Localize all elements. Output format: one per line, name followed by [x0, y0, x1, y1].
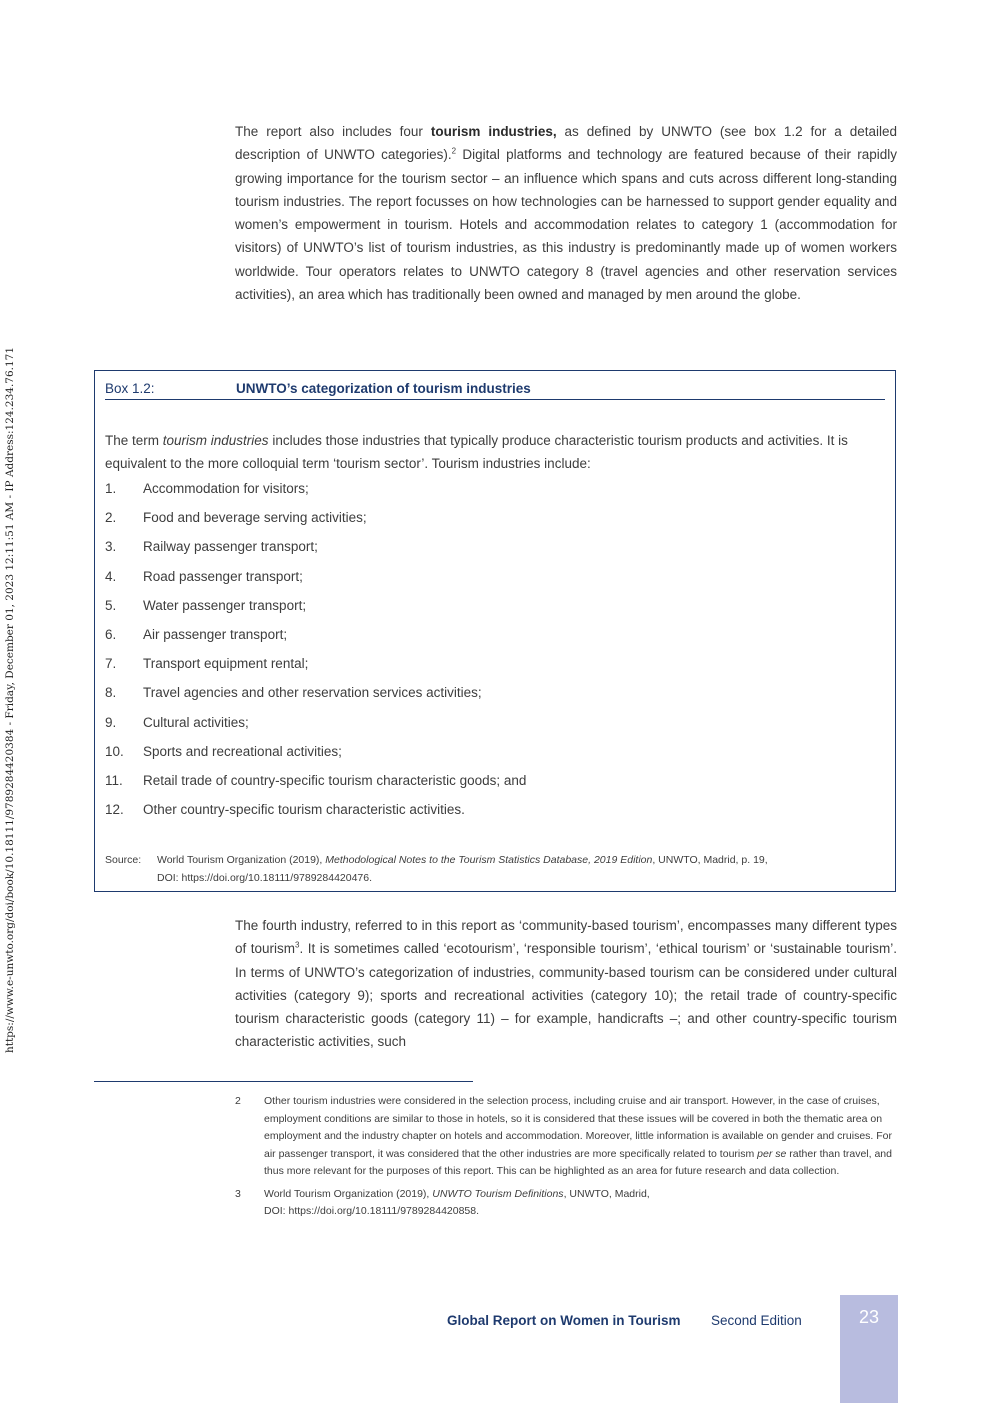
intro-paragraph: The report also includes four tourism industries, as defined by UNWTO (see box 1.2 for a detailed description of UNWTO categories).$^2$ Digital platforms and technology are featured because of their rapidly growing importance for the tourism sector – an influence which spans and cuts across different long-standing tourism industries. The report focusses on how technologies can be harnessed to support gender equality and women’s empowerment in tourism. Hotels and accommodation relates to category 1 (accommodation for visitors) of UNWTO’s list of tourism industries, as this industry is predominantly made up of women workers worldwide. Tour operators relates to UNWTO category 8 (travel agencies and other reservation services activities), an area which has traditionally been owned and managed by men around the globe. — [235, 124, 898, 303]
box-title: UNWTO’s categorization of tourism industries — [236, 381, 531, 396]
list-item: 10. Sports and recreational activities; — [105, 743, 342, 759]
list-item: 3. Railway passenger transport; — [105, 539, 318, 555]
list-item: 11. Retail trade of country-specific tourism characteristic goods; and — [105, 772, 527, 788]
list-item: 1. Accommodation for visitors; — [105, 481, 309, 496]
community-tourism-paragraph: The fourth industry, referred to in this report as ‘community-based tourism’, encompasses many different types of tourism$^3$. It is sometimes called ‘ecotourism’, ‘responsible tourism’, ‘ethical tourism’ or ‘sustainable tourism’. In terms of UNWTO’s categorization of industries, community-based tourism can be considered under cultural activities (category 9); sports and recreational activities (category 10); the retail trade of country-specific tourism characteristic goods (category 11) – for example, handicrafts –; and other country-specific tourism characteristic activities, such — [235, 918, 897, 1050]
footer-report-title: Global Report on Women in Tourism — [447, 1313, 681, 1328]
footnote-3: 3 World Tourism Organization (2019), UNWTO Tourism Definitions, UNWTO, Madrid, DOI: https://doi.org/10.18111/9789284420858. — [235, 1187, 650, 1217]
box-source — [105, 852, 885, 887]
tourism-industries-term: tourism industries, — [430, 124, 557, 139]
footnote-3-doi-link[interactable]: DOI: https://doi.org/10.18111/9789284420858. — [264, 1205, 480, 1217]
source-doi-link[interactable]: DOI: https://doi.org/10.18111/9789284420476. — [157, 871, 373, 884]
list-item: 6. Air passenger transport; — [105, 626, 288, 642]
tourism-industries-list — [105, 481, 526, 831]
box-intro: The term tourism industries includes those industries that typically produce characteristic tourism products and activities. It is equivalent to the more colloquial term ‘tourism sector’. Tourism industries include: — [105, 433, 848, 471]
list-item: 4. Road passenger transport; — [105, 568, 303, 584]
footer-edition: Second Edition — [711, 1313, 802, 1328]
list-item: 5. Water passenger transport; — [105, 597, 307, 613]
list-item: 2. Food and beverage serving activities; — [105, 510, 367, 526]
download-stamp — [0, 0, 20, 1403]
footnotes — [235, 1093, 897, 1226]
page-number-tab — [840, 1295, 898, 1403]
list-item: 8. Travel agencies and other reservation services activities; — [105, 685, 482, 701]
source-citation: World Tourism Organization (2019), Methodological Notes to the Tourism Statistics Database, 2019 Edition, UNWTO, Madrid, p. 19, DOI: https://doi.org/10.18111/9789284420476. — [157, 854, 768, 884]
source-label: Source: — [105, 854, 142, 866]
footnote-divider — [94, 1081, 473, 1082]
list-item: 7. Transport equipment rental; — [105, 656, 309, 672]
box-header — [105, 379, 885, 400]
list-item: 12. Other country-specific tourism characteristic activities. — [105, 802, 465, 818]
download-stamp-text: https://www.e-unwto.org/doi/book/10.18111/9789284420384 - Friday, December 01, 2023 12:11:51 AM - IP Address:124.234.76.171 — [4, 346, 16, 1054]
list-item: 9. Cultural activities; — [105, 714, 249, 730]
footnote-2: 2 Other tourism industries were considered in the selection process, including cruise and air transport. However, in the case of cruises, employment conditions are similar to those in hotels, so it is considered that these issues will be covered in both the thematic area on employment and the industry chapter on hotels and accommodation. Moreover, little information is available on gender and cruises. For air passenger transport, it was considered that the other industries are more specifically related to tourism per se rather than travel, and thus more relevant for the purposes of this report. This can be highlighted as an area for future research and data collection. — [235, 1095, 893, 1177]
footnote-ref-3[interactable]: 3 — [295, 940, 300, 950]
box-label: Box 1.2: — [105, 381, 155, 396]
footnote-ref-2[interactable]: 2 — [451, 146, 457, 156]
box-1-2 — [94, 370, 896, 892]
page-number: 23 — [858, 1307, 880, 1327]
